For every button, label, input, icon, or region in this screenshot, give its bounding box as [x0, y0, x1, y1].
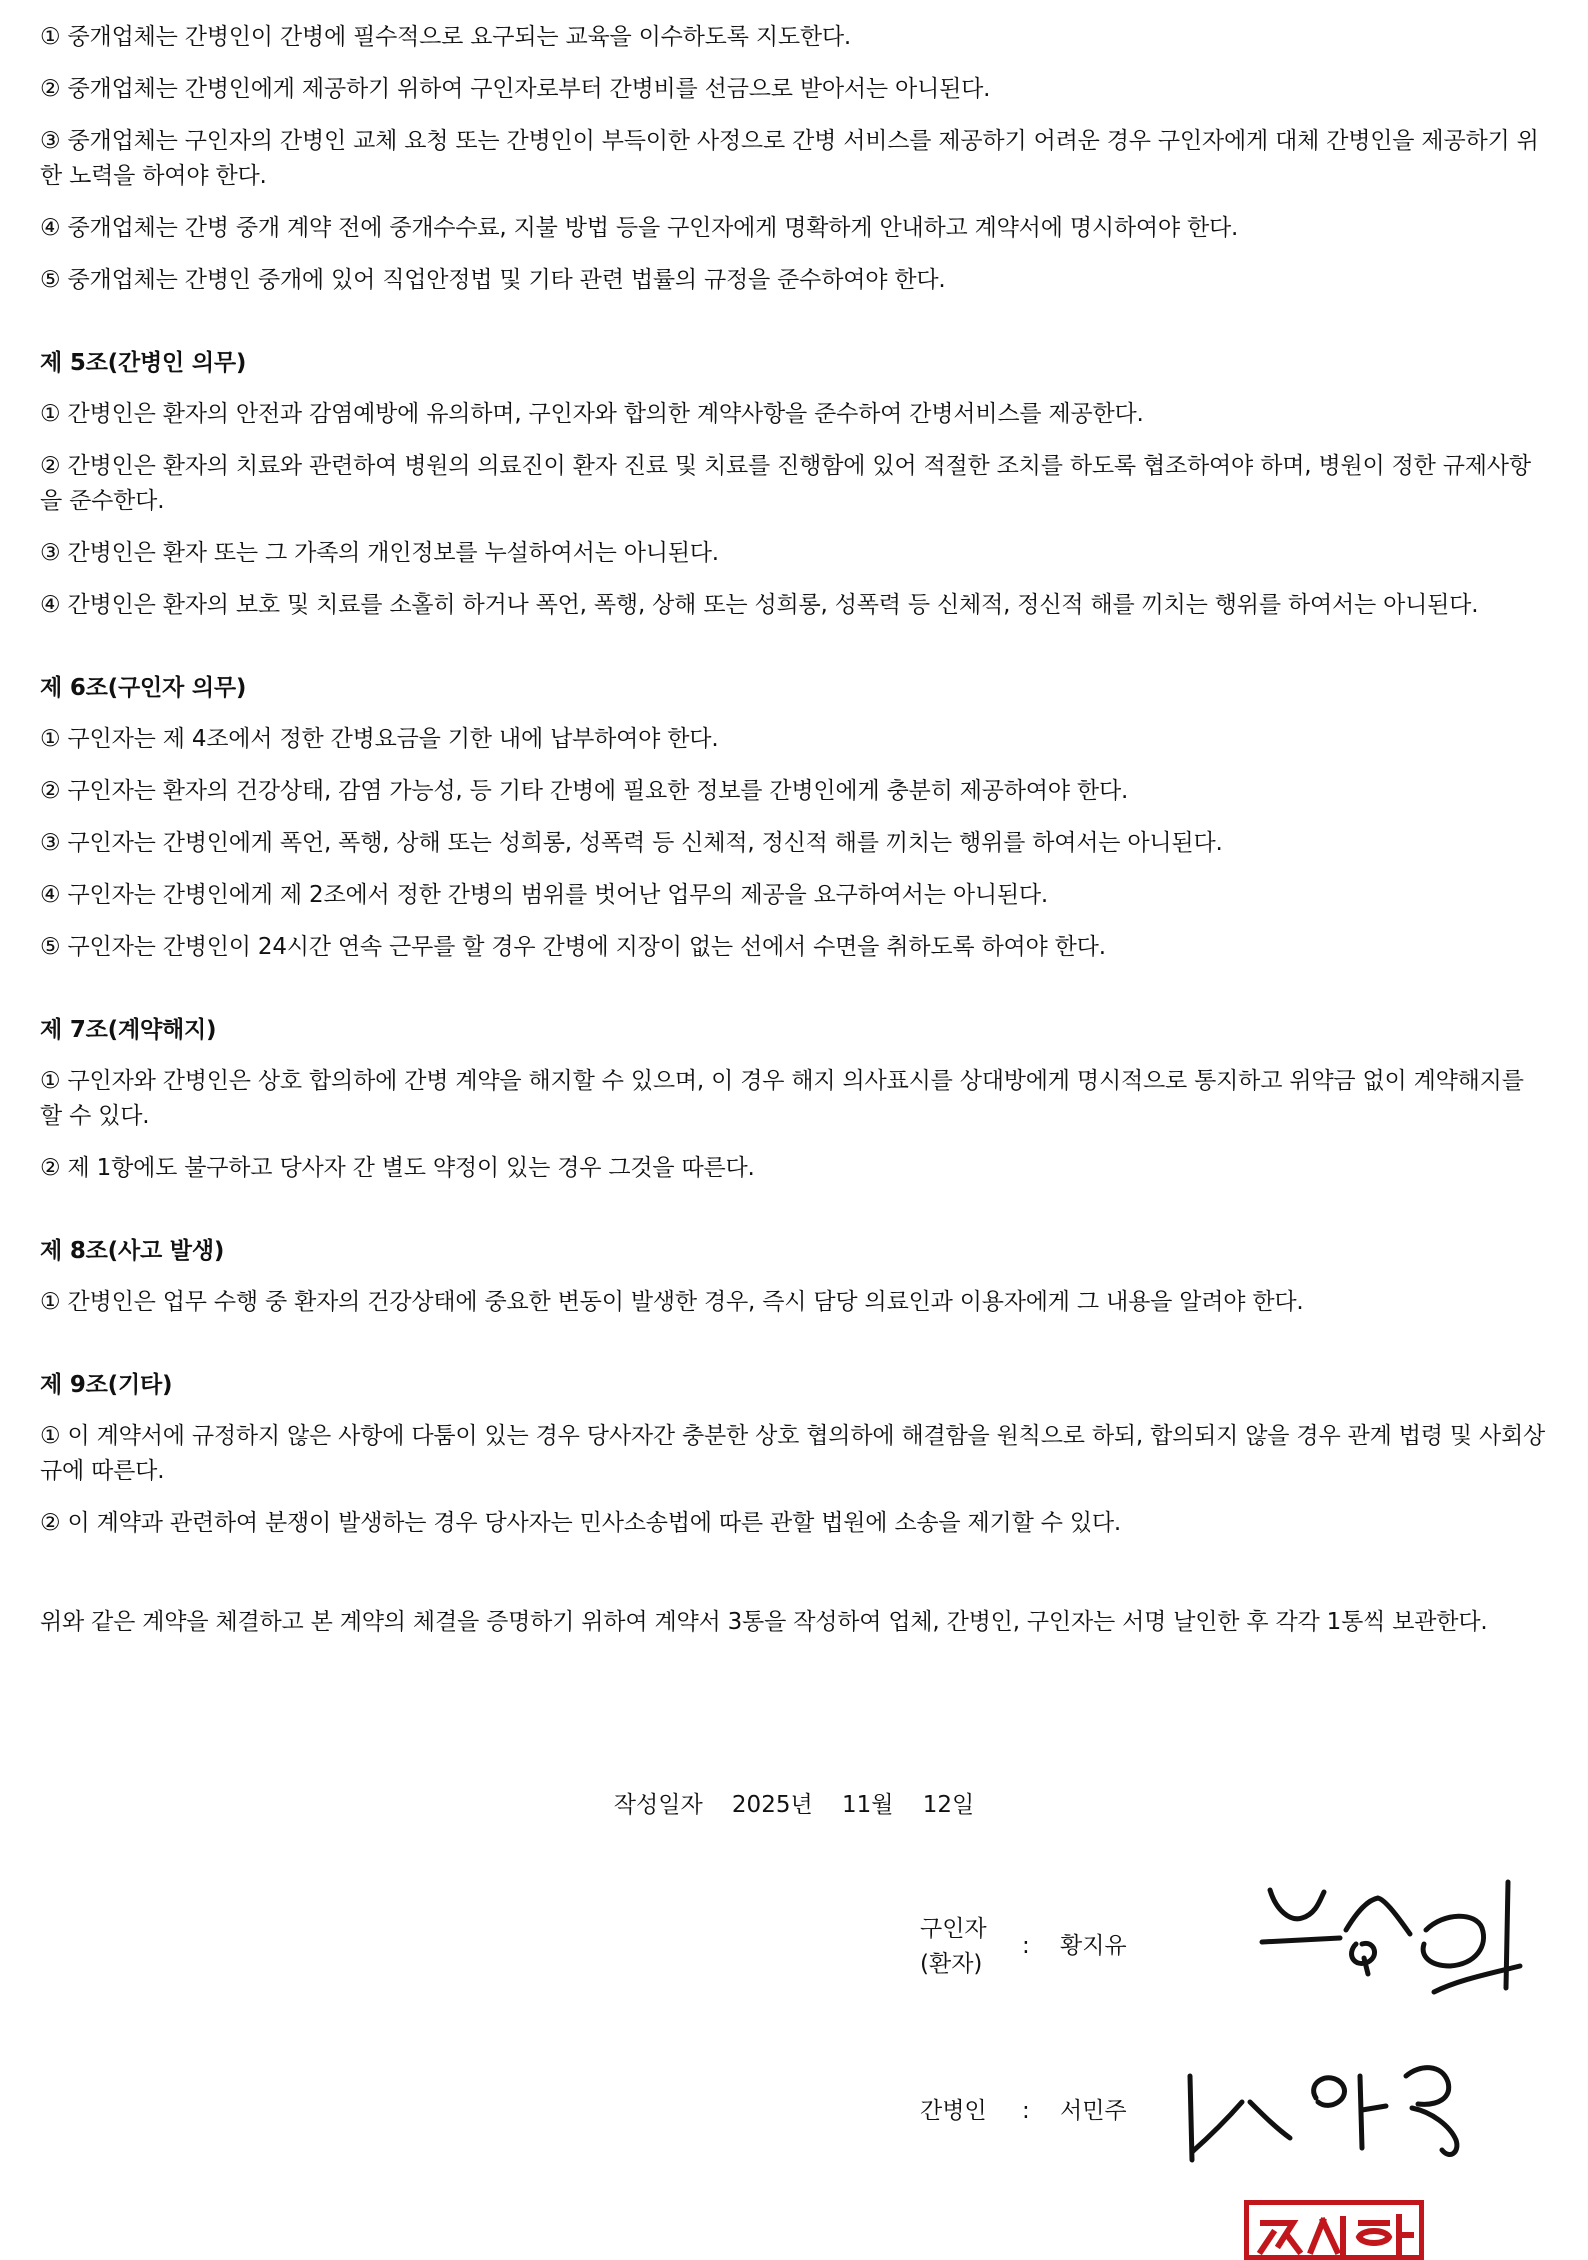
date-day: 12일 — [922, 1792, 975, 1818]
article8-item-1: ① 간병인은 업무 수행 중 환자의 건강상태에 중요한 변동이 발생한 경우, 즉시 담당 의료인과 이용자에게 그 내용을 알려야 한다. — [40, 1289, 1304, 1315]
article5-item-3: ③ 간병인은 환자 또는 그 가족의 개인정보를 누설하여서는 아니된다. — [40, 540, 719, 566]
article5-item-2: ② 간병인은 환자의 치료와 관련하여 병원의 의료진이 환자 진료 및 치료를 진행함에 있어 적절한 조치를 하도록 협조하여야 하며, 병원이 정한 규제사항을 준수한다. — [40, 453, 1531, 514]
article4-item-4: ④ 중개업체는 간병 중개 계약 전에 중개수수료, 지불 방법 등을 구인자에게 명확하게 안내하고 계약서에 명시하여야 한다. — [40, 215, 1239, 241]
article6-item-3: ③ 구인자는 간병인에게 폭언, 폭행, 상해 또는 성희롱, 성폭력 등 신체적, 정신적 해를 끼치는 행위를 하여서는 아니된다. — [40, 830, 1223, 856]
article5-title: 제 5조(간병인 의무) — [40, 350, 247, 376]
article9-item-2: ② 이 계약과 관련하여 분쟁이 발생하는 경우 당사자는 민사소송법에 따른 관할 법원에 소송을 제기할 수 있다. — [40, 1510, 1121, 1536]
article6-item-2: ② 구인자는 환자의 건강상태, 감염 가능성, 등 기타 간병에 필요한 정보를 간병인에게 충분히 제공하여야 한다. — [40, 778, 1129, 804]
article5-item-4: ④ 간병인은 환자의 보호 및 치료를 소홀히 하거나 폭언, 폭행, 상해 또는 성희롱, 성폭력 등 신체적, 정신적 해를 끼치는 행위를 하여서는 아니된다. — [40, 592, 1479, 618]
article6-item-1: ① 구인자는 제 4조에서 정한 간병요금을 기한 내에 납부하여야 한다. — [40, 726, 719, 752]
company-seal — [1244, 2200, 1424, 2260]
article6-section — [40, 671, 1548, 965]
date-year: 2025년 — [731, 1792, 813, 1818]
client-label-line2: (환자) — [920, 1951, 983, 1977]
contract-document — [40, 20, 1548, 1640]
article5-section — [40, 346, 1548, 623]
article6-title: 제 6조(구인자 의무) — [40, 675, 247, 701]
date-month: 11월 — [841, 1792, 894, 1818]
date-label: 작성일자 — [613, 1792, 703, 1818]
article7-item-2: ② 제 1항에도 불구하고 당사자 간 별도 약정이 있는 경우 그것을 따른다. — [40, 1155, 755, 1181]
seal-stamp-graphic — [1249, 2205, 1419, 2260]
article4-item-3: ③ 중개업체는 구인자의 간병인 교체 요청 또는 간병인이 부득이한 사정으로 간병 서비스를 제공하기 어려운 경우 구인자에게 대체 간병인을 제공하기 위한 노력을 하여야 한다. — [40, 128, 1539, 189]
caregiver-signature — [1180, 2040, 1520, 2170]
date-line — [0, 1788, 1588, 1823]
article6-item-4: ④ 구인자는 간병인에게 제 2조에서 정한 간병의 범위를 벗어난 업무의 제공을 요구하여서는 아니된다. — [40, 882, 1049, 908]
article5-item-1: ① 간병인은 환자의 안전과 감염예방에 유의하며, 구인자와 합의한 계약사항을 준수하여 간병서비스를 제공한다. — [40, 401, 1144, 427]
client-name: 황지유 — [1060, 1933, 1127, 1959]
client-colon: : — [1022, 1933, 1030, 1959]
article4-item-2: ② 중개업체는 간병인에게 제공하기 위하여 구인자로부터 간병비를 선금으로 받아서는 아니된다. — [40, 76, 991, 102]
client-label — [920, 1912, 987, 1982]
closing-statement: 위와 같은 계약을 체결하고 본 계약의 체결을 증명하기 위하여 계약서 3통을 작성하여 업체, 간병인, 구인자는 서명 날인한 후 각각 1통씩 보관한다. — [40, 1609, 1488, 1635]
article4-item-5: ⑤ 중개업체는 간병인 중개에 있어 직업안정법 및 기타 관련 법률의 규정을 준수하여야 한다. — [40, 267, 946, 293]
article7-section — [40, 1013, 1548, 1186]
caregiver-label: 간병인 — [920, 2098, 987, 2124]
article8-section — [40, 1234, 1548, 1320]
caregiver-name: 서민주 — [1060, 2098, 1127, 2124]
client-signature — [1250, 1870, 1550, 2020]
article7-item-1: ① 구인자와 간병인은 상호 합의하에 간병 계약을 해지할 수 있으며, 이 경우 해지 의사표시를 상대방에게 명시적으로 통지하고 위약금 없이 계약해지를 할 수 있다. — [40, 1068, 1524, 1129]
client-label-line1: 구인자 — [920, 1916, 987, 1942]
article9-section — [40, 1368, 1548, 1541]
article6-item-5: ⑤ 구인자는 간병인이 24시간 연속 근무를 할 경우 간병에 지장이 없는 선에서 수면을 취하도록 하여야 한다. — [40, 934, 1106, 960]
article8-title: 제 8조(사고 발생) — [40, 1238, 225, 1264]
article4-items — [40, 20, 1548, 298]
caregiver-colon: : — [1022, 2098, 1030, 2124]
article7-title: 제 7조(계약해지) — [40, 1017, 217, 1043]
article4-item-1: ① 중개업체는 간병인이 간병에 필수적으로 요구되는 교육을 이수하도록 지도한다. — [40, 24, 852, 50]
article9-item-1: ① 이 계약서에 규정하지 않은 사항에 다툼이 있는 경우 당사자간 충분한 상호 협의하에 해결함을 원칙으로 하되, 합의되지 않을 경우 관계 법령 및 사회상규에 따른다. — [40, 1423, 1546, 1484]
article9-title: 제 9조(기타) — [40, 1372, 173, 1398]
